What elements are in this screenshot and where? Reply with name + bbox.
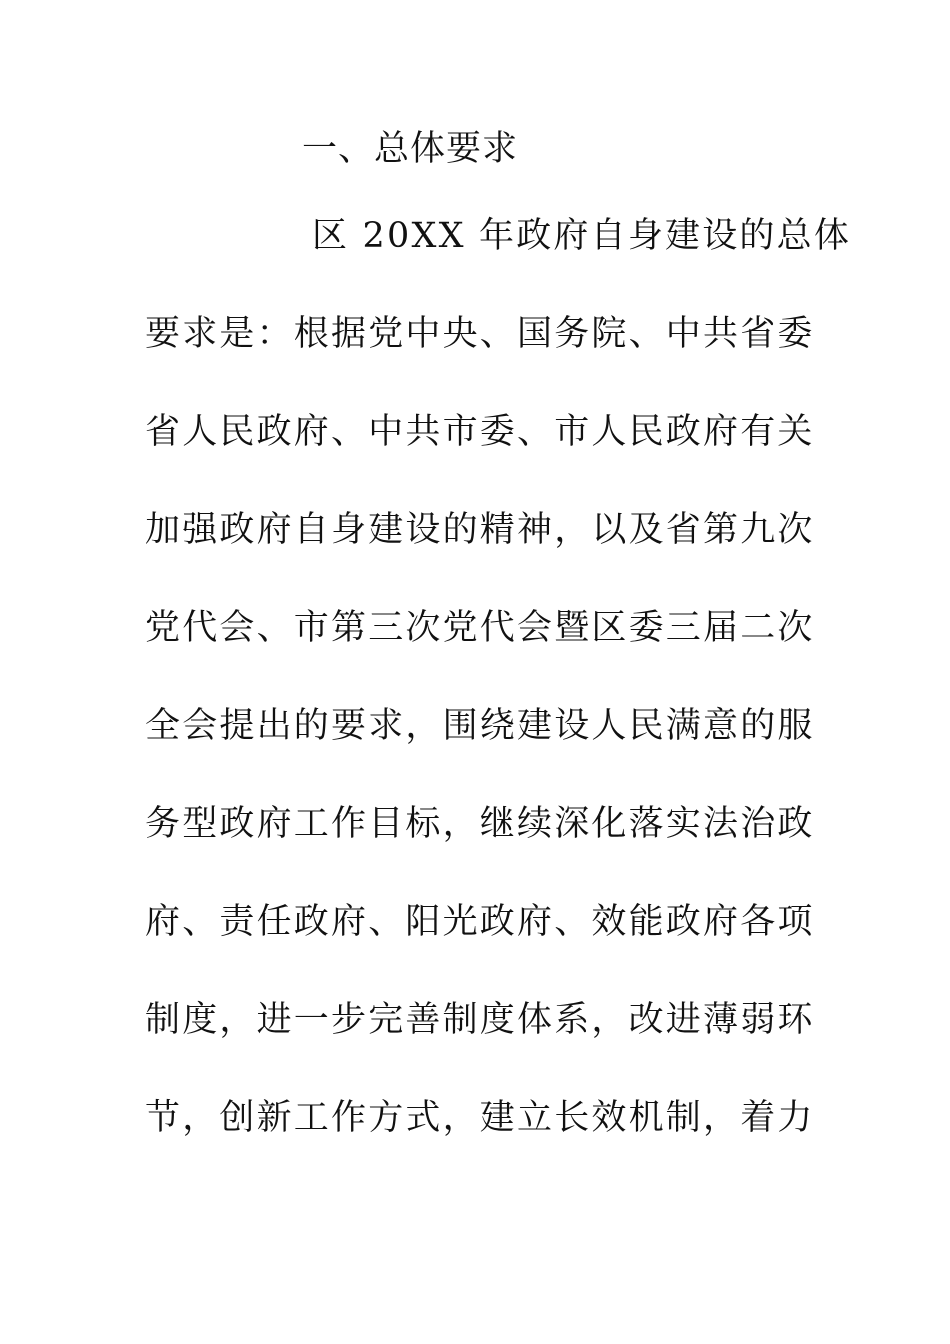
paragraph-line: 府、责任政府、阳光政府、效能政府各项 xyxy=(145,902,815,942)
paragraph-line: 全会提出的要求，围绕建设人民满意的服 xyxy=(145,706,815,746)
paragraph-line: 加强政府自身建设的精神，以及省第九次 xyxy=(145,510,815,550)
paragraph-line: 务型政府工作目标，继续深化落实法治政 xyxy=(145,804,815,844)
paragraph-line: 区 20XX 年政府自身建设的总体 xyxy=(312,216,852,256)
paragraph-line: 制度，进一步完善制度体系，改进薄弱环 xyxy=(145,1000,815,1040)
paragraph-line: 要求是：根据党中央、国务院、中共省委 xyxy=(145,314,815,354)
section-heading: 一、总体要求 xyxy=(302,129,519,169)
paragraph-line: 节，创新工作方式，建立长效机制，着力 xyxy=(145,1098,815,1138)
paragraph-line: 省人民政府、中共市委、市人民政府有关 xyxy=(145,412,815,452)
paragraph-line: 党代会、市第三次党代会暨区委三届二次 xyxy=(145,608,815,648)
